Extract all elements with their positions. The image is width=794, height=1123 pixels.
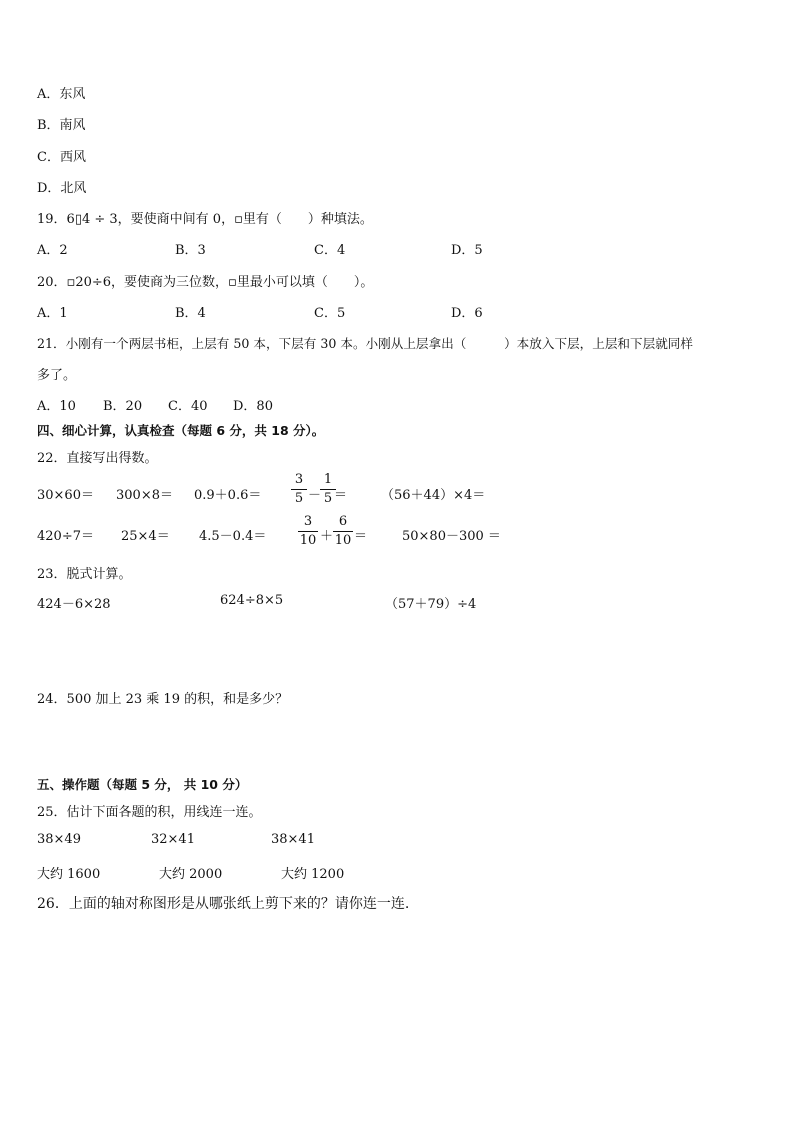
q22-fraction-three-fifths	[291, 472, 307, 507]
q22-r2-item-1: 420÷7＝	[37, 529, 94, 544]
q20-option-b: B．4	[175, 306, 206, 321]
q18-option-b: B．南风	[37, 118, 86, 133]
q19-option-b: B．3	[175, 243, 206, 258]
section-5-title: 五、操作题（每题 5 分， 共 10 分）	[37, 777, 248, 792]
q20-option-c: C．5	[314, 306, 346, 321]
q25-product-3: 38×41	[271, 832, 315, 847]
fraction-bar	[291, 489, 307, 490]
q26-stem: 26．上面的轴对称图形是从哪张纸上剪下来的？请你连一连.	[37, 896, 410, 912]
q18-option-a: A．东风	[37, 87, 86, 102]
denominator: 10	[299, 533, 317, 548]
q21-option-c: C．40	[168, 399, 208, 414]
q24-stem: 24．500 加上 23 乘 19 的积，和是多少？	[37, 692, 289, 707]
q19-stem: 19．6▯4 ÷ 3，要使商中间有 0，▫里有（ ）种填法。	[37, 212, 373, 227]
fraction-bar	[333, 531, 353, 532]
q23-item-3: （57＋79）÷4	[385, 597, 477, 612]
q23-stem: 23．脱式计算。	[37, 567, 132, 582]
q21-option-d: D．80	[233, 399, 273, 414]
q20-stem: 20．▫20÷6，要使商为三位数，▫里最小可以填（ ）。	[37, 275, 374, 290]
q22-r1-item-2: 300×8＝	[116, 488, 173, 503]
section-4-title: 四、细心计算，认真检查（每题 6 分，共 18 分）。	[37, 423, 325, 438]
denominator: 5	[323, 491, 333, 506]
denominator: 5	[294, 491, 304, 506]
numerator: 3	[303, 514, 313, 529]
q20-option-d: D．6	[451, 306, 483, 321]
q22-r1-item-5: （56＋44）×4＝	[381, 488, 486, 503]
q25-product-1: 38×49	[37, 832, 81, 847]
q23-item-2: 624÷8×5	[220, 593, 284, 608]
q19-option-a: A．2	[37, 243, 68, 258]
numerator: 3	[294, 472, 304, 487]
q22-fraction-three-tenths	[298, 514, 318, 549]
q19-option-c: C．4	[314, 243, 346, 258]
q22-r2-item-2: 25×4＝	[121, 529, 170, 544]
q22-r1-item-1: 30×60＝	[37, 488, 94, 503]
q25-estimate-1: 大约 1600	[37, 867, 101, 882]
q21-stem-line1: 21．小刚有一个两层书柜，上层有 50 本，下层有 30 本。小刚从上层拿出（ ）本放入下层，上层和下层就同样	[37, 336, 693, 351]
q25-estimate-2: 大约 2000	[159, 867, 223, 882]
q23-item-1: 424－6×28	[37, 597, 111, 612]
equals-sign: ＝	[354, 529, 368, 544]
equals-sign: ＝	[334, 488, 348, 503]
numerator: 6	[338, 514, 348, 529]
numerator: 1	[323, 472, 333, 487]
plus-operator: ＋	[320, 529, 334, 544]
q22-r2-item-3: 4.5－0.4＝	[199, 529, 267, 544]
q25-product-2: 32×41	[151, 832, 195, 847]
q25-stem: 25．估计下面各题的积，用线连一连。	[37, 805, 262, 820]
fraction-bar	[298, 531, 318, 532]
q18-option-d: D．北风	[37, 181, 87, 196]
q21-option-a: A．10	[37, 399, 76, 414]
q25-estimate-3: 大约 1200	[281, 867, 345, 882]
q21-option-b: B．20	[103, 399, 143, 414]
q21-stem-line2: 多了。	[37, 368, 77, 383]
q22-stem: 22．直接写出得数。	[37, 451, 158, 466]
q20-option-a: A．1	[37, 306, 68, 321]
q18-option-c: C．西风	[37, 150, 86, 165]
q19-option-d: D．5	[451, 243, 483, 258]
denominator: 10	[334, 533, 352, 548]
q22-r2-item-5: 50×80－300 ＝	[402, 529, 501, 544]
q22-fraction-six-tenths	[333, 514, 353, 549]
minus-operator: －	[308, 488, 322, 503]
q22-r1-item-3: 0.9＋0.6＝	[194, 488, 262, 503]
